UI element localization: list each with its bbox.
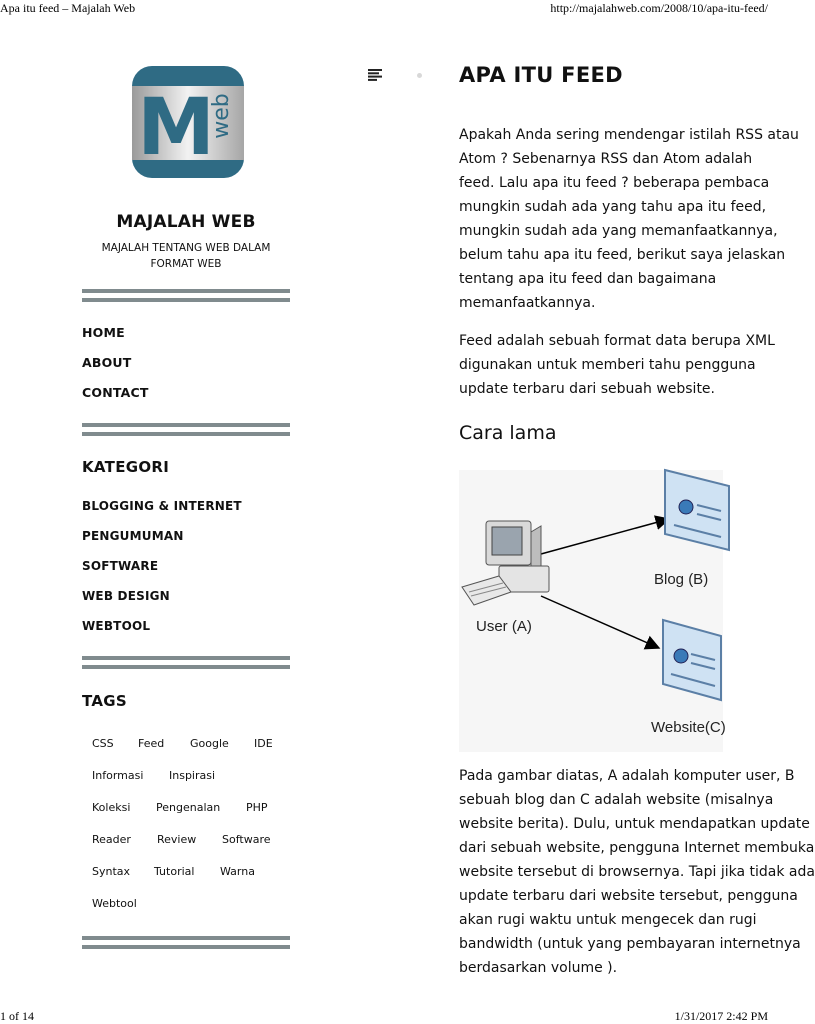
- label-user: User (A): [476, 618, 532, 635]
- section-heading: Cara lama: [459, 422, 557, 444]
- body-line: berdasarkan volume ).: [459, 960, 618, 976]
- logo-small-text: web: [209, 93, 234, 139]
- tag-koleksi[interactable]: Koleksi: [92, 801, 131, 814]
- body-line: sebuah blog dan C adalah website (misalnya: [459, 792, 774, 808]
- tag-pengenalan[interactable]: Pengenalan: [156, 801, 221, 814]
- arrow-to-website: [541, 596, 659, 648]
- tag-ide[interactable]: IDE: [254, 737, 273, 750]
- definition-line: update terbaru dari sebuah website.: [459, 381, 715, 397]
- body-line: Pada gambar diatas, A adalah komputer user, B: [459, 768, 795, 784]
- categories-title: KATEGORI: [82, 458, 170, 476]
- intro-line: Atom ? Sebenarnya RSS dan Atom adalah: [459, 151, 753, 167]
- definition-paragraph: [459, 329, 775, 401]
- divider: [82, 656, 290, 671]
- logo-letter: M: [137, 83, 215, 173]
- tag-google[interactable]: Google: [190, 737, 229, 750]
- separator-dot: [417, 73, 422, 78]
- body-line: website berita). Dulu, untuk mendapatkan update: [459, 816, 810, 832]
- body-line: update terbaru dari website tersebut, pengguna: [459, 888, 798, 904]
- tag-php[interactable]: PHP: [246, 801, 268, 814]
- intro-line: tentang apa itu feed dan bagaimana: [459, 271, 717, 287]
- category-pengumuman[interactable]: PENGUMUMAN: [82, 529, 184, 543]
- intro-paragraph: [459, 123, 799, 315]
- body-line: website tersebut di browsernya. Tapi jika tidak ada: [459, 864, 815, 880]
- intro-line: feed. Lalu apa itu feed ? beberapa pembaca: [459, 175, 770, 191]
- category-blogging-internet[interactable]: BLOGGING & INTERNET: [82, 499, 242, 513]
- intro-line: mungkin sudah ada yang tahu apa itu feed,: [459, 199, 767, 215]
- body-line: bandwidth (untuk yang pembayaran internetnya: [459, 936, 801, 952]
- post-title[interactable]: APA ITU FEED: [459, 63, 623, 87]
- label-website: Website(C): [651, 719, 726, 736]
- tag-warna[interactable]: Warna: [220, 865, 255, 878]
- print-url: http://majalahweb.com/2008/10/apa-itu-feed/: [550, 1, 768, 15]
- article: [459, 60, 815, 980]
- definition-line: digunakan untuk memberi tahu pengguna: [459, 357, 756, 373]
- category-web-design[interactable]: WEB DESIGN: [82, 589, 170, 603]
- tag-informasi[interactable]: Informasi: [92, 769, 144, 782]
- menu-toggle-icon[interactable]: [368, 69, 382, 81]
- print-title: Apa itu feed – Majalah Web: [0, 1, 136, 15]
- label-blog: Blog (B): [654, 571, 709, 588]
- arrow-to-blog: [541, 519, 669, 554]
- tag-software[interactable]: Software: [222, 833, 271, 846]
- body-line: akan rugi waktu untuk mengecek dan rugi: [459, 912, 757, 928]
- tag-tutorial[interactable]: Tutorial: [154, 865, 195, 878]
- computer-icon: [462, 521, 549, 605]
- divider: [82, 289, 290, 304]
- tag-review[interactable]: Review: [157, 833, 197, 846]
- print-date: 1/31/2017 2:42 PM: [674, 1009, 768, 1023]
- category-webtool[interactable]: WEBTOOL: [82, 619, 151, 633]
- site-title[interactable]: MAJALAH WEB: [116, 212, 256, 232]
- intro-line: Apakah Anda sering mendengar istilah RSS atau: [459, 127, 799, 143]
- divider: [82, 936, 290, 951]
- tag-webtool[interactable]: Webtool: [92, 897, 137, 910]
- tag-feed[interactable]: Feed: [138, 737, 165, 750]
- tags-title: TAGS: [82, 692, 127, 710]
- site-description: MAJALAH TENTANG WEB DALAM FORMAT WEB: [101, 242, 271, 270]
- tag-reader[interactable]: Reader: [92, 833, 131, 846]
- tag-syntax[interactable]: Syntax: [92, 865, 131, 878]
- print-page-number: 1 of 14: [0, 1009, 34, 1023]
- nav-about[interactable]: ABOUT: [82, 355, 132, 370]
- website-window-icon: [663, 620, 721, 700]
- intro-line: memanfaatkannya.: [459, 295, 596, 311]
- nav-contact[interactable]: CONTACT: [82, 385, 149, 400]
- divider: [82, 423, 290, 438]
- diagram-drawing: [459, 470, 723, 752]
- category-software[interactable]: SOFTWARE: [82, 559, 159, 573]
- site-logo[interactable]: [132, 66, 244, 178]
- definition-line: Feed adalah sebuah format data berupa XML: [459, 333, 775, 349]
- blog-window-icon: [665, 470, 729, 550]
- feed-diagram: [459, 470, 726, 752]
- nav-home[interactable]: HOME: [82, 325, 125, 340]
- tag-inspirasi[interactable]: Inspirasi: [169, 769, 216, 782]
- body-paragraph: [459, 764, 815, 980]
- tag-css[interactable]: CSS: [92, 737, 114, 750]
- intro-line: belum tahu apa itu feed, berikut saya jelaskan: [459, 247, 786, 263]
- body-line: dari sebuah website, pengguna Internet membuka: [459, 840, 815, 856]
- intro-line: mungkin sudah ada yang memanfaatkannya,: [459, 223, 778, 239]
